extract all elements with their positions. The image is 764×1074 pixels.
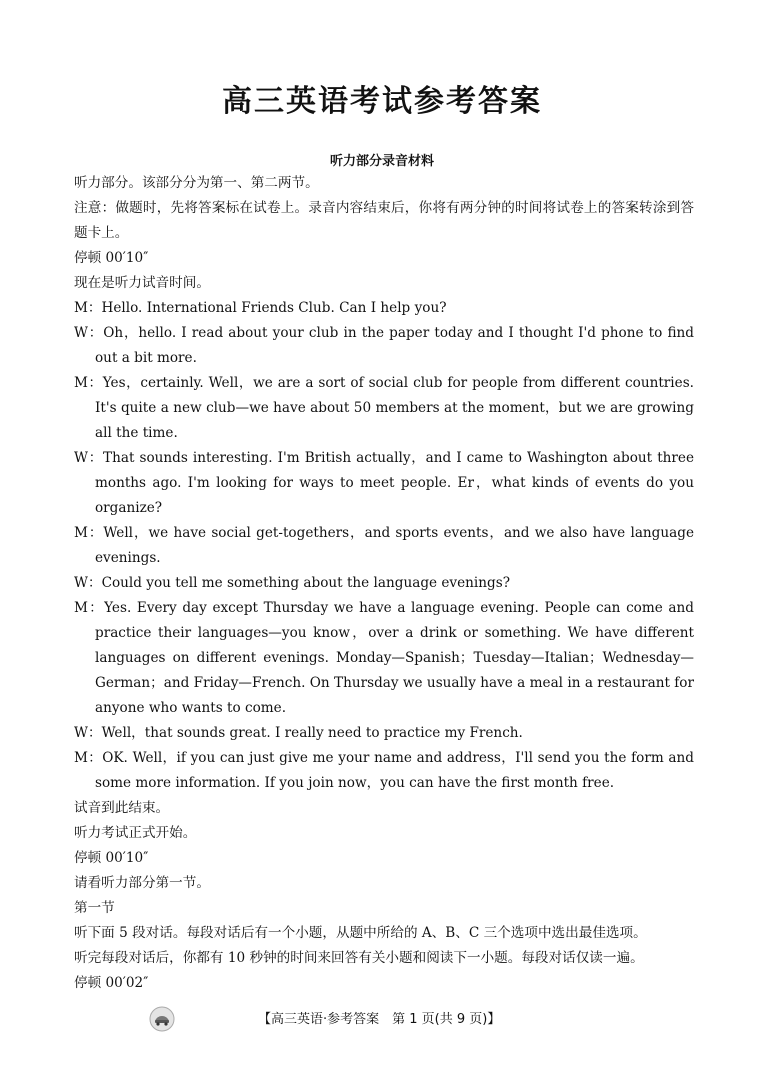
- page-title: 高三英语考试参考答案: [222, 84, 542, 119]
- dialogue-line: M：Hello. International Friends Club. Can I help you?: [74, 300, 447, 316]
- section-subtitle: 听力部分录音材料: [329, 154, 434, 169]
- paragraph: 现在是听力试音时间。: [74, 275, 210, 291]
- dialogue-line: W：Oh，hello. I read about your club in the paper today and I thought I'd phone to find out a bit more.: [74, 325, 694, 366]
- section-heading: 第一节: [74, 900, 115, 916]
- dialogue-line: W：Could you tell me something about the language evenings?: [74, 575, 510, 591]
- footer-page-info: 【高三英语·参考答案 第 1 页(共 9 页)】: [258, 1012, 501, 1027]
- exam-logo-icon: [149, 1006, 175, 1032]
- paragraph: 注意：做题时，先将答案标在试卷上。录音内容结束后，你将有两分钟的时间将试卷上的答案转涂到答题卡上。: [74, 200, 694, 241]
- paragraph: 停顿 00′02″: [74, 975, 149, 991]
- dialogue-line: M：Well，we have social get-togethers，and sports events，and we also have language evenings.: [74, 525, 694, 566]
- dialogue-line: M：OK. Well，if you can just give me your name and address，I'll send you the form and some more information. If you join now，you can have the first month free.: [74, 750, 694, 791]
- paragraph: 停顿 00′10″: [74, 250, 149, 266]
- document-body: [74, 171, 694, 996]
- dialogue-line: W：Well，that sounds great. I really need to practice my French.: [74, 725, 523, 741]
- paragraph: 听完每段对话后，你都有 10 秒钟的时间来回答有关小题和阅读下一小题。每段对话仅读一遍。: [74, 950, 644, 966]
- paragraph: 停顿 00′10″: [74, 850, 149, 866]
- dialogue-line: M：Yes，certainly. Well，we are a sort of social club for people from different countries. It's quite a new club—we have about 50 members at the moment，but we are growing all the time.: [74, 375, 694, 441]
- paragraph: 听下面 5 段对话。每段对话后有一个小题，从题中所给的 A、B、C 三个选项中选出最佳选项。: [74, 925, 647, 941]
- dialogue-line: M：Yes. Every day except Thursday we have a language evening. People can come and practice their languages—you know，over a drink or something. We have different languages on different evenings. Monday—Spanish；Tuesday—Italian；Wednesday—German；and Friday—French. On Thursday we usually have a meal in a restaurant for anyone who wants to come.: [74, 600, 694, 716]
- paragraph: 请看听力部分第一节。: [74, 875, 210, 891]
- paragraph: 听力考试正式开始。: [74, 825, 197, 841]
- dialogue-line: W：That sounds interesting. I'm British actually，and I came to Washington about three months ago. I'm looking for ways to meet people. Er，what kinds of events do you organize?: [74, 450, 694, 516]
- paragraph: 试音到此结束。: [74, 800, 170, 816]
- paragraph: 听力部分。该部分分为第一、第二两节。: [74, 175, 319, 191]
- page-footer: [0, 1006, 764, 1030]
